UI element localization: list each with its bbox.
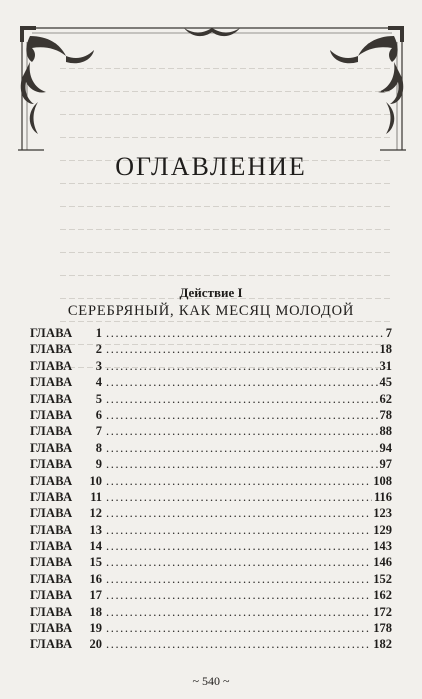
- dot-leader: [106, 572, 371, 587]
- toc-row: [30, 359, 392, 375]
- chapter-label: ГЛАВА: [30, 407, 73, 422]
- chapter-page: 129: [373, 522, 392, 537]
- toc-row: [30, 392, 392, 408]
- chapter-page: 143: [373, 539, 392, 554]
- chapter-label: ГЛАВА: [30, 424, 73, 439]
- dot-leader: [106, 408, 378, 423]
- chapter-number: 17: [89, 588, 102, 603]
- chapter-label: ГЛАВА: [30, 604, 73, 619]
- act-title: СЕРЕБРЯНЫЙ, КАК МЕСЯЦ МОЛОДОЙ: [67, 303, 355, 319]
- chapter-page: 162: [373, 588, 392, 603]
- chapter-number: 11: [90, 489, 102, 504]
- chapter-number: 13: [89, 522, 102, 537]
- chapter-number: 8: [95, 440, 102, 455]
- chapter-page: 94: [379, 440, 392, 455]
- toc-row: [30, 572, 392, 588]
- page-title: ОГЛАВЛЕНИЕ: [115, 152, 307, 181]
- dot-leader: [106, 490, 372, 505]
- toc-row: [30, 457, 392, 473]
- dot-leader: [106, 474, 371, 489]
- chapter-page: 178: [373, 621, 392, 636]
- chapter-number: 5: [95, 391, 102, 406]
- chapter-page: 172: [373, 604, 392, 619]
- page-number: ~ 540 ~: [192, 674, 230, 688]
- chapter-label: ГЛАВА: [30, 637, 73, 652]
- dot-leader: [106, 621, 371, 636]
- chapter-page: 108: [373, 473, 392, 488]
- dot-leader: [106, 441, 378, 456]
- dot-leader: [106, 637, 371, 652]
- chapter-number: 6: [95, 407, 102, 422]
- toc-row: [30, 424, 392, 440]
- chapter-page: 88: [379, 424, 392, 439]
- chapter-page: 7: [385, 326, 392, 340]
- toc-row: [30, 637, 392, 653]
- toc-row: [30, 588, 392, 604]
- dot-leader: [106, 342, 378, 357]
- chapter-page: 97: [379, 457, 392, 472]
- chapter-page: 152: [373, 571, 392, 586]
- chapter-page: 31: [379, 358, 392, 373]
- chapter-label: ГЛАВА: [30, 539, 73, 554]
- chapter-label: ГЛАВА: [30, 391, 73, 406]
- toc-row: [30, 555, 392, 571]
- chapter-number: 9: [95, 457, 102, 472]
- toc-row: [30, 441, 392, 457]
- dot-leader: [106, 588, 371, 603]
- toc-row: [30, 408, 392, 424]
- chapter-label: ГЛАВА: [30, 473, 73, 488]
- toc-row: [30, 605, 392, 621]
- toc-row: [30, 523, 392, 539]
- toc-row: [30, 621, 392, 637]
- dot-leader: [106, 392, 378, 407]
- chapter-number: 7: [95, 424, 102, 439]
- toc-row: [30, 506, 392, 522]
- dot-leader: [106, 539, 371, 554]
- chapter-label: ГЛАВА: [30, 457, 73, 472]
- toc-row: [30, 375, 392, 391]
- chapter-number: 16: [89, 571, 102, 586]
- chapter-page: 18: [379, 342, 392, 357]
- chapter-label: ГЛАВА: [30, 375, 73, 390]
- chapter-number: 1: [95, 326, 102, 340]
- chapter-number: 3: [95, 358, 102, 373]
- act-label: Действие I: [179, 285, 243, 300]
- chapter-number: 19: [89, 621, 102, 636]
- chapter-label: ГЛАВА: [30, 555, 73, 570]
- chapter-number: 15: [89, 555, 102, 570]
- chapter-number: 14: [89, 539, 102, 554]
- chapter-number: 18: [89, 604, 102, 619]
- table-of-contents: [30, 326, 392, 654]
- chapter-label: ГЛАВА: [30, 342, 73, 357]
- chapter-page: 123: [373, 506, 392, 521]
- chapter-page: 146: [373, 555, 392, 570]
- chapter-number: 12: [89, 506, 102, 521]
- chapter-page: 182: [373, 637, 392, 652]
- chapter-page: 62: [379, 391, 392, 406]
- dot-leader: [106, 605, 371, 620]
- toc-row: [30, 539, 392, 555]
- top-center-flourish: [184, 28, 240, 36]
- toc-row: [30, 342, 392, 358]
- chapter-label: ГЛАВА: [30, 358, 73, 373]
- chapter-number: 20: [89, 637, 102, 652]
- chapter-label: ГЛАВА: [30, 588, 73, 603]
- chapter-label: ГЛАВА: [30, 571, 73, 586]
- chapter-label: ГЛАВА: [30, 621, 73, 636]
- chapter-number: 10: [89, 473, 102, 488]
- dot-leader: [106, 359, 378, 374]
- dot-leader: [106, 457, 378, 472]
- chapter-page: 116: [373, 489, 392, 504]
- dot-leader: [106, 375, 378, 390]
- chapter-page: 78: [379, 407, 392, 422]
- chapter-page: 45: [379, 375, 392, 390]
- folio-ornament-left: ~: [192, 674, 199, 688]
- chapter-label: ГЛАВА: [30, 489, 73, 504]
- toc-row: [30, 326, 392, 342]
- dot-leader: [106, 555, 371, 570]
- chapter-label: ГЛАВА: [30, 326, 73, 340]
- chapter-number: 2: [95, 342, 102, 357]
- folio-ornament-right: ~: [223, 674, 230, 688]
- chapter-label: ГЛАВА: [30, 440, 73, 455]
- dot-leader: [106, 523, 371, 538]
- toc-row: [30, 474, 392, 490]
- chapter-label: ГЛАВА: [30, 522, 73, 537]
- chapter-label: ГЛАВА: [30, 506, 73, 521]
- chapter-number: 4: [95, 375, 102, 390]
- toc-row: [30, 490, 392, 506]
- dot-leader: [106, 424, 378, 439]
- dot-leader: [106, 326, 384, 341]
- dot-leader: [106, 506, 371, 521]
